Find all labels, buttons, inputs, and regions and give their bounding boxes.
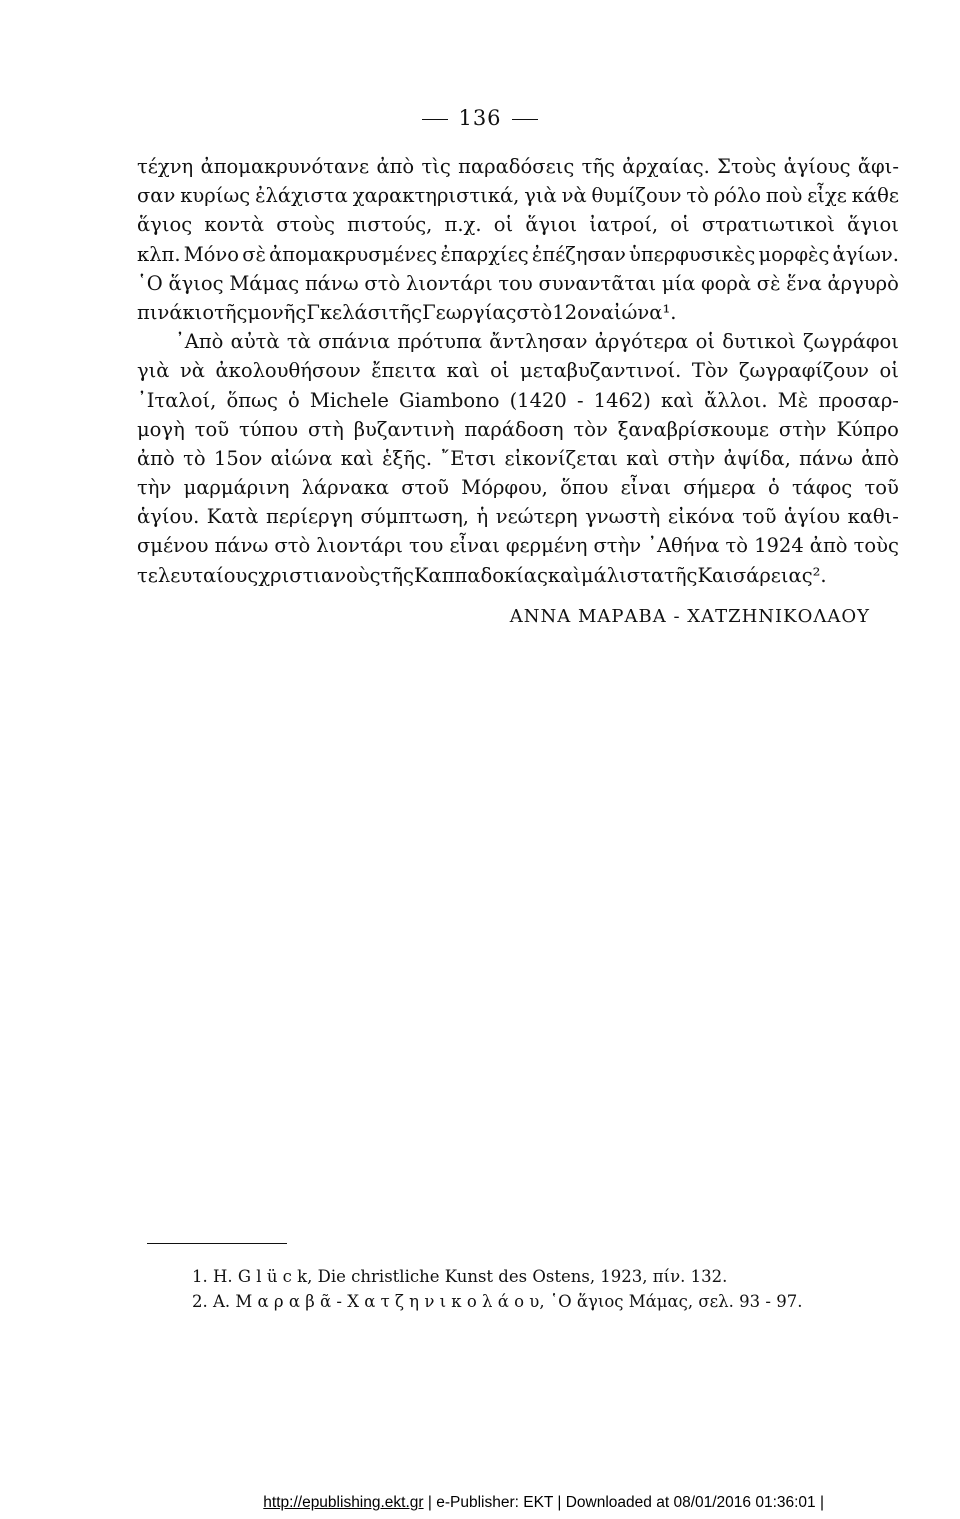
word: μαρμάρινη: [183, 476, 290, 500]
word: τῆς: [380, 563, 414, 587]
word: ὅπως: [226, 388, 278, 412]
word: Καισάρειας².: [697, 563, 827, 587]
word: στὴν: [667, 446, 716, 470]
word: τῆς: [581, 155, 615, 178]
word: δυτικοὶ: [722, 330, 796, 354]
body-line: [137, 444, 899, 473]
word: μεταβυζαντινοί.: [520, 359, 682, 383]
word: λιοντάρι: [316, 534, 403, 558]
word: σὲ: [242, 242, 266, 266]
word: μορφὲς: [758, 242, 830, 266]
word: πιστούς,: [347, 213, 433, 237]
word: ῎Ετσι: [440, 446, 497, 470]
word: Κύπρο: [836, 417, 899, 441]
word: συναντᾶται: [538, 271, 657, 295]
word: ἀπὸ: [376, 155, 415, 178]
word: τὸ: [686, 184, 709, 208]
body-line: [137, 415, 899, 444]
word: ἡ: [476, 505, 489, 529]
word: σήμερα: [683, 476, 756, 500]
word: 15ον: [213, 446, 263, 470]
word: στοὺς: [276, 213, 335, 237]
word: πάνω: [799, 446, 853, 470]
word: μάλιστα: [580, 563, 665, 587]
word: λιοντάρι: [405, 271, 493, 295]
word: ρόλο: [713, 184, 762, 208]
word: πινάκιο: [137, 300, 215, 324]
word: πάνω: [304, 271, 359, 295]
word: ζωγράφοι: [803, 330, 899, 354]
word: ἀρχαίας.: [622, 155, 710, 178]
body-line: [137, 240, 899, 269]
word: Μάμας: [229, 271, 300, 295]
word: στὸ: [364, 271, 401, 295]
word: τὸ: [725, 534, 749, 558]
word: φορὰ: [701, 271, 752, 295]
word: ἄφι-: [857, 155, 899, 178]
word: καὶ: [626, 446, 660, 470]
word: οἱ: [493, 213, 514, 237]
word: αἰώνα¹.: [600, 300, 677, 324]
word: οἱ: [490, 359, 510, 383]
word: τοῦ: [864, 476, 899, 500]
word: κάθε: [851, 184, 899, 208]
word: κλπ.: [137, 242, 181, 266]
word: ἁγίων.: [832, 242, 899, 266]
word: πάνω: [214, 534, 269, 558]
word: τὸν: [573, 417, 608, 441]
word: μογὴ: [137, 417, 185, 441]
word: π.χ.: [444, 213, 482, 237]
word: ὑπερφυσικὲς: [629, 242, 756, 266]
footer-text: | e-Publisher: EKT | Downloaded at 08/01/2016 01:36:01 |: [423, 1494, 824, 1511]
body-line: [137, 210, 899, 239]
word: ἐπέζησαν: [531, 242, 626, 266]
word: 1924: [754, 534, 804, 558]
word: τὶς: [421, 155, 451, 178]
body-line: [137, 152, 899, 181]
word: (1420: [509, 388, 567, 412]
word: νὰ: [561, 184, 587, 208]
word: ἔπειτα: [371, 359, 437, 383]
footnote-rule: [147, 1243, 287, 1244]
body-line: [137, 356, 899, 385]
word: Στοὺς: [717, 155, 777, 178]
body-line: [137, 502, 899, 531]
word: καθι-: [847, 505, 899, 529]
word: ᾿Αθήνα: [647, 534, 720, 558]
word: οἱ: [670, 213, 690, 237]
word: οἱ: [879, 359, 899, 383]
word: στὴν: [593, 534, 642, 558]
word: ἀπομακρυνότανε: [200, 155, 370, 178]
word: σμένου: [137, 534, 209, 558]
word: τὸ: [183, 446, 206, 470]
body-line: [137, 269, 899, 298]
word: πρότυπα: [397, 330, 483, 354]
body-text: [137, 152, 899, 590]
word: τῆς: [214, 300, 248, 324]
download-footer: [0, 1494, 960, 1512]
word: ἑξῆς.: [382, 446, 433, 470]
word: τὰ: [286, 330, 311, 354]
word: νεώτερη: [495, 505, 578, 529]
word: εἶχε: [807, 184, 847, 208]
word: χριστιανοὺς: [258, 563, 381, 587]
word: εἶναι: [620, 476, 671, 500]
word: μονῆς: [247, 300, 307, 324]
word: νὰ: [179, 359, 205, 383]
word: παραδόσεις: [458, 155, 575, 178]
word: τάφος: [791, 476, 853, 500]
word: τύπου: [239, 417, 299, 441]
footnote-1: 1. H. G l ü c k, Die christliche Kunst des Ostens, 1923, πίν. 132.: [192, 1267, 728, 1286]
body-line: [137, 386, 899, 415]
word: τὴν: [137, 476, 172, 500]
word: ἰατροί,: [589, 213, 659, 237]
word: στὸ: [516, 300, 553, 324]
dash-left: [422, 119, 448, 120]
word: χαρακτηριστικά,: [352, 184, 520, 208]
word: στὴ: [308, 417, 344, 441]
word: Giambono: [399, 388, 500, 412]
word: ὁ: [767, 476, 780, 500]
body-line: [137, 327, 899, 356]
word: ἅγιοι: [847, 213, 899, 237]
word: εἰκόνα: [667, 505, 735, 529]
word: ᾿Απὸ: [175, 330, 224, 354]
word: καὶ: [340, 446, 374, 470]
word: κοντὰ: [204, 213, 265, 237]
word: οἱ: [695, 330, 715, 354]
word: ποὺ: [765, 184, 803, 208]
word: εἶναι: [449, 534, 500, 558]
word: γιὰ: [137, 359, 170, 383]
word: βυζαντινὴ: [353, 417, 455, 441]
word: του: [498, 271, 533, 295]
word: Michele: [309, 388, 389, 412]
footnotes: [192, 1264, 802, 1314]
word: ἄλλοι.: [704, 388, 768, 412]
page-number: [0, 106, 960, 130]
word: ἅγιος: [137, 213, 193, 237]
epublishing-link[interactable]: http://epublishing.ekt.gr: [263, 1494, 424, 1511]
word: καὶ: [661, 388, 695, 412]
word: Τὸν: [691, 359, 729, 383]
word: θυμίζουν: [591, 184, 682, 208]
word: φερμένη: [505, 534, 588, 558]
page-number-value: 136: [458, 106, 502, 130]
word: Γκελάσι: [306, 300, 389, 324]
word: καὶ: [446, 359, 480, 383]
word: σὲ: [756, 271, 781, 295]
word: ἐλάχιστα: [255, 184, 348, 208]
word: ἐπαρχίες: [440, 242, 529, 266]
word: ἁγίου.: [137, 505, 200, 529]
dash-right: [512, 119, 538, 120]
word: ἀψίδα,: [723, 446, 791, 470]
word: ἀργυρὸ: [827, 271, 899, 295]
word: 1462): [593, 388, 651, 412]
word: ἄντλησαν: [489, 330, 588, 354]
word: τοὺς: [853, 534, 899, 558]
word: ἁγίους: [783, 155, 851, 178]
word: ἕνα: [786, 271, 822, 295]
word: στὸ: [274, 534, 311, 558]
word: 12ον: [552, 300, 601, 324]
word: Μόρφου,: [461, 476, 548, 500]
body-line: [137, 298, 899, 327]
word: ἀπὸ: [137, 446, 175, 470]
word: ὁ: [288, 388, 300, 412]
word: τοῦ: [194, 417, 230, 441]
word: ἀπὸ: [861, 446, 899, 470]
word: τέχνη: [137, 155, 194, 178]
word: τῆς: [664, 563, 698, 587]
word: Γεωργίας: [422, 300, 517, 324]
word: τοῦ: [742, 505, 777, 529]
body-line: [137, 561, 899, 590]
word: γνωστὴ: [585, 505, 661, 529]
body-line: [137, 181, 899, 210]
word: παράδοση: [464, 417, 564, 441]
word: ἅγιοι: [525, 213, 578, 237]
word: τῆς: [388, 300, 423, 324]
word: γιὰ: [524, 184, 557, 208]
word: Κατὰ: [206, 505, 259, 529]
word: ῾Ο: [137, 271, 163, 295]
word: ἀπὸ: [809, 534, 848, 558]
author-signature: ΑΝΝΑ ΜΑΡΑΒΑ - ΧΑΤΖΗΝΙΚΟΛΑΟΥ: [509, 606, 870, 627]
word: προσαρ-: [818, 388, 899, 412]
word: ξαναβρίσκουμε: [617, 417, 769, 441]
body-line: [137, 473, 899, 502]
word: Καππαδοκίας: [413, 563, 548, 587]
word: εἰκονίζεται: [504, 446, 618, 470]
word: ᾿Ιταλοί,: [137, 388, 217, 412]
word: αὐτὰ: [230, 330, 280, 354]
word: περίεργη: [266, 505, 353, 529]
word: -: [576, 388, 584, 412]
footnote-2: 2. Α. Μ α ρ α β ᾶ - Χ α τ ζ η ν ι κ ο λ ά ο υ, ῾Ο ἅγιος Μάμας, σελ. 93 - 97.: [192, 1292, 803, 1311]
word: αἰώνα: [270, 446, 333, 470]
word: ζωγραφίζουν: [738, 359, 870, 383]
word: λάρνακα: [301, 476, 390, 500]
word: Μόνο: [183, 242, 240, 266]
word: ἀπομακρυσμένες: [269, 242, 438, 266]
word: κυρίως: [180, 184, 251, 208]
body-line: [137, 531, 899, 560]
word: σπάνια: [318, 330, 391, 354]
word: στοῦ: [401, 476, 449, 500]
word: τελευταίους: [137, 563, 259, 587]
word: καὶ: [547, 563, 581, 587]
word: σύμπτωση,: [360, 505, 469, 529]
word: ἅγιος: [168, 271, 224, 295]
word: ἀργότερα: [594, 330, 689, 354]
word: μία: [661, 271, 696, 295]
word: σαν: [137, 184, 176, 208]
word: Μὲ: [777, 388, 809, 412]
word: ἀκολουθήσουν: [215, 359, 361, 383]
word: του: [409, 534, 444, 558]
word: στρατιωτικοὶ: [701, 213, 835, 237]
word: στὴν: [778, 417, 827, 441]
word: ἁγίου: [783, 505, 841, 529]
word: ὅπου: [560, 476, 609, 500]
